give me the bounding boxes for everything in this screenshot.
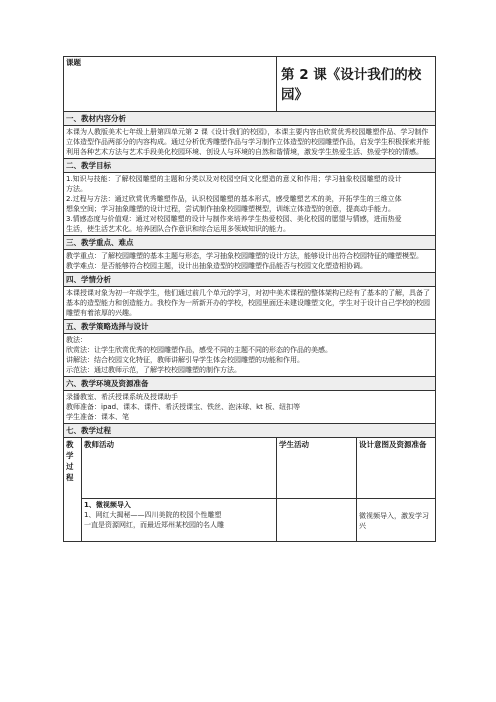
activity-title: 1、微视频导入 xyxy=(84,501,131,509)
objective-line: 想象空间；学习抽象雕塑的设计过程，尝试制作抽象校园雕塑模型，训练立体造型的创意，提高动手能力。 xyxy=(66,205,395,213)
learner-analysis-text: 本课授课对象为初一年级学生，他们通过前几个单元的学习，对初中美术课程的整体架构已经有了基本的了解，具备了基本的造型能力和创造能力。我校作为一所新开办的学校，校园里面还未建设雕塑文化，学生对于设计自己学校的校园雕塑有着浓厚的兴趣。 xyxy=(64,287,436,320)
key-point-line: 教学重点：了解校园雕塑的基本主题与形态，学习抽象校园雕塑的设计方法，能够设计出符合校园特征的雕塑模型。 xyxy=(66,252,423,260)
section-heading-learner-analysis: 四、学情分析 xyxy=(64,273,436,287)
resource-line: 学生准备：课本、笔 xyxy=(66,413,129,421)
section-heading-key-points: 三、教学重点、难点 xyxy=(64,236,436,250)
lesson-title: 第 2 课《设计我们的校园》 xyxy=(277,57,436,112)
content-analysis-text: 本课为人教版美术七年级上册第四单元第 2 课《设计我们的校园》，本课主要内容由欣赏优秀校园雕塑作品、学习制作立体造型作品两部分的内容构成。通过分析优秀雕塑作品与学习制作立体造型的校园雕塑作品，启发学生积极探索并能利用各种艺术方法与艺术手段美化校园环境、创设人与环境的自然和谐情境，激发学生热爱生活、热爱学校的情感。 xyxy=(64,126,436,159)
header-row xyxy=(64,57,436,112)
objective-line: 1.知识与技能：了解校园雕塑的主题和分类以及对校园空间文化塑造的意义和作用；学习抽象校园雕塑的设计 xyxy=(66,175,402,183)
strategy-block xyxy=(64,334,436,377)
design-intent-cell: 微视频导入，激发学习兴 xyxy=(357,499,436,542)
strategy-line: 欣赏法：让学生欣赏优秀的校园雕塑作品，感受不同的主题不同的形态的作品的美感。 xyxy=(66,346,332,354)
objective-line: 2.过程与方法：通过欣赏优秀雕塑作品，认识校园雕塑的基本形式，感受雕塑艺术的美，开拓学生的三维立体 xyxy=(66,195,402,203)
resource-line: 录播教室、希沃授课系统及授课助手 xyxy=(66,393,178,401)
activity-line: 一直是资源网红，而最近郑州某校园的名人雕 xyxy=(84,521,224,529)
section-heading-content-analysis: 一、教材内容分析 xyxy=(64,112,436,126)
section-heading-strategy: 五、教学策略选择与设计 xyxy=(64,320,436,334)
topic-label: 课题 xyxy=(64,57,277,112)
teacher-activity-header: 教师活动 xyxy=(82,438,277,499)
student-activity-header: 学生活动 xyxy=(277,438,357,499)
strategy-line: 示范法：通过教师示范，了解学校校园雕塑的制作方法。 xyxy=(66,366,241,374)
section-heading-objectives: 二、教学目标 xyxy=(64,159,436,173)
objective-line: 3.情感态度与价值观：通过对校园雕塑的设计与制作来培养学生热爱校园、美化校园的愿望与情感，进而热爱 xyxy=(66,215,402,223)
objective-line: 方法。 xyxy=(66,185,87,193)
resources-block xyxy=(64,391,436,424)
objectives-block xyxy=(64,173,436,236)
process-stage-label: 教学过程 xyxy=(64,438,82,542)
teacher-activity-cell xyxy=(82,499,277,542)
strategy-line: 教法： xyxy=(66,336,87,344)
key-points-block xyxy=(64,250,436,273)
activity-line: 1、网红大揭秘——四川美院的校园个性雕塑 xyxy=(84,511,222,519)
strategy-line: 讲解法：结合校园文化特征，教师讲解引导学生体会校园雕塑的功能和作用。 xyxy=(66,356,304,364)
process-header-row xyxy=(64,438,436,499)
student-activity-cell xyxy=(277,499,357,542)
design-intent-header: 设计意图及资源准备 xyxy=(357,438,436,499)
resource-line: 教师准备：ipad、课本、课件、希沃授课宝、铁丝、泡沫球、kt 板、纽扣等 xyxy=(66,403,301,411)
objective-line: 生活，使生活艺术化。培养团队合作意识和综合运用多领域知识的能力。 xyxy=(66,225,290,233)
section-heading-process: 七、教学过程 xyxy=(64,424,436,438)
section-heading-resources: 六、教学环境及资源准备 xyxy=(64,377,436,391)
difficult-point-line: 教学难点：是否能够符合校园主题，设计出抽象造型的校园雕塑作品能否与校园文化塑造相协调。 xyxy=(66,262,367,270)
lesson-plan-table xyxy=(63,56,436,542)
lesson-plan-page xyxy=(63,56,435,542)
process-row xyxy=(64,499,436,542)
